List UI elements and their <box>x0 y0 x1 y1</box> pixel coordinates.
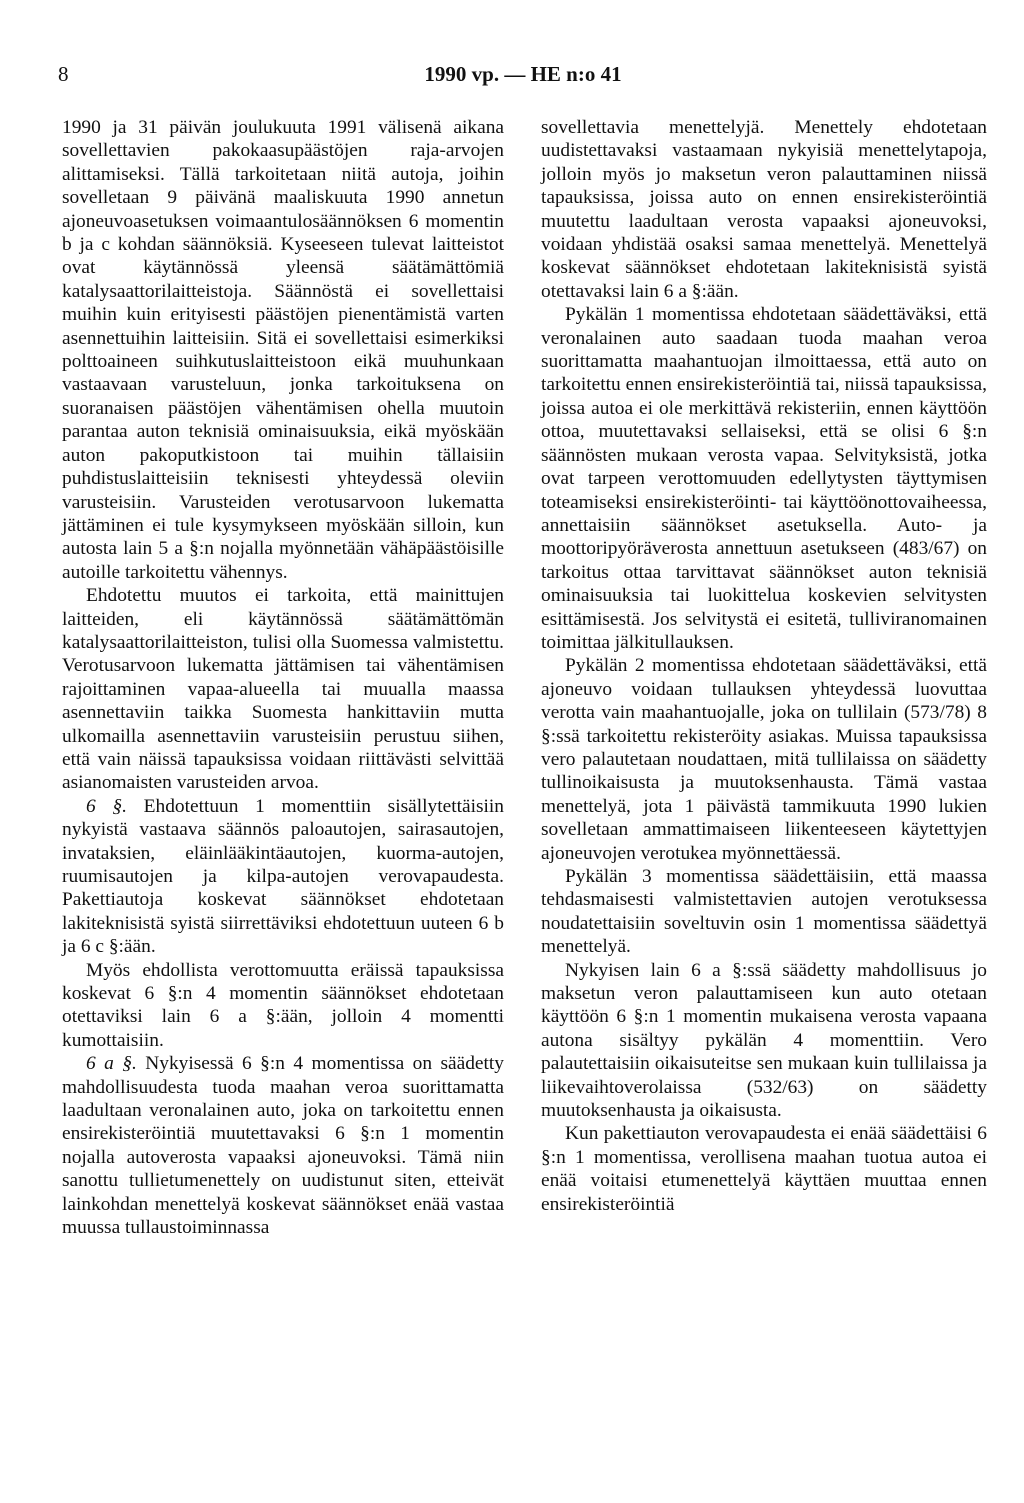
paragraph <box>62 1052 504 1239</box>
paragraph-text: sovellettavia menettelyjä. Menettely ehdotetaan uudistettavaksi vastaamaan nykyisiä menettelytapoja, jolloin myös jo maksetun veron palauttaminen niissä tapauksissa, joissa auto on ennen ensirekisteröintiä muutettu laadultaan verosta vapaaksi ajoneuvoksi, voidaan yhdistää osaksi samaa menettelyä. Menettelyä koskevat säännökset ehdotetaan lakiteknisistä syistä otettavaksi lain 6 a §:ään. <box>541 117 987 302</box>
paragraph-text: Kun pakettiauton verovapaudesta ei enää säädettäisi 6 §:n 1 momentissa, verollisena maahan tuotua autoa ei enää voitaisi etumenettelyä käyttäen muuttaa ennen ensirekisteröintiä <box>541 1123 987 1215</box>
paragraph <box>541 1122 987 1216</box>
paragraph-text: Pykälän 1 momentissa ehdotetaan säädettäväksi, että veronalainen auto saadaan tuoda maahan veroa suorittamatta maahantuojan ilmoittaessa, että auto on tarkoitettu ennen ensirekisteröintiä tai, niissä tapauksissa, joissa autoa ei ole merkittävä rekisteriin, ennen käyttöön ottoa, muutettavaksi sellaiseksi, että se olisi 6 §:n säännösten mukaan verosta vapaa. Selvityksistä, jotka ovat tarpeen verottomuuden edellytysten täyttymisen toteamiseksi ensirekisteröinti- tai käyttöönottovaiheessa, annettaisiin säännökset asetuksella. Auto- ja moottoripyöräverosta annettuun asetukseen (483/67) on tarkoitus ottaa tarvittavat säännökset auton teknisiä ominaisuuksia tai luokittelua koskevien selvitysten esittämisestä. Jos selvitystä ei esitetä, tulliviranomainen toimittaa jälkitullauksen. <box>541 304 987 653</box>
paragraph-text: Ehdotettuun 1 momenttiin sisällytettäisiin nykyistä vastaava säännös paloautojen, sairasautojen, invataksien, eläinlääkintäautojen, kuorma-autojen, ruumisautojen ja kilpa-autojen verovapaudesta. Pakettiautoja koskevat säännökset ehdotetaan lakiteknisistä syistä siirrettäviksi ehdotettuun uuteen 6 b ja 6 c §:ään. <box>62 795 504 958</box>
paragraph-text: Nykyisen lain 6 a §:ssä säädetty mahdollisuus jo maksetun veron palauttamiseen kun auto otetaan käyttöön 6 §:n 1 momentin mukaisena verosta vapaana autona sisältyy pykälän 4 momenttiin. Vero palautettaisiin oikaisuteitse sen mukaan kuin tullilaissa ja liikevaihtoverolaissa (532/63) on säädetty muutoksenhausta ja oikaisusta. <box>541 959 987 1122</box>
paragraph <box>541 303 987 654</box>
paragraph <box>541 865 987 959</box>
paragraph <box>541 959 987 1123</box>
paragraph <box>541 654 987 865</box>
page-header <box>58 62 988 92</box>
paragraph <box>62 959 504 1053</box>
paragraph-text: Pykälän 2 momentissa ehdotetaan säädettäväksi, että ajoneuvo voidaan tullauksen yhteydessä luovuttaa verotta vain maahantuojalle, joka on tullilain (573/78) 8 §:ssä tarkoitettu rekisteröity asiakas. Muissa tapauksissa vero palautetaan noudattaen, mitä tullilaissa on säädetty tullinoikaisusta ja muutoksenhausta. Tämä vastaa menettelyä, jota 1 päivästä tammikuuta 1990 lukien sovelletaan ammattimaiseen liikenteeseen käytettyjen ajoneuvojen verotukea myönnettäessä. <box>541 655 987 864</box>
paragraph <box>541 116 987 303</box>
paragraph <box>62 584 504 795</box>
paragraph-text: Pykälän 3 momentissa säädettäisiin, että maassa tehdasmaisesti valmistettavien autojen verotuksessa noudatettaisiin soveltuvin osin 1 momentissa säädettyä menettelyä. <box>541 866 987 958</box>
running-head: 1990 vp. — HE n:o 41 <box>424 62 622 86</box>
paragraph-text: Nykyisessä 6 §:n 4 momentissa on säädetty mahdollisuudesta tuoda maahan veroa suorittamatta laadultaan veronalainen auto, joka on tarkoitettu ennen ensirekisteröintiä muutettavaksi 6 §:n 1 momentin nojalla autoverosta vapaaksi ajoneuvoksi. Tämä niin sanottu tullietumenettely on uudistunut siten, etteivät lainkohdan menettelyä koskevat säännökset enää vastaa muussa tullaustoiminnassa <box>62 1053 504 1239</box>
paragraph <box>62 795 504 959</box>
paragraph-text: Ehdotettu muutos ei tarkoita, että mainittujen laitteiden, eli käytännössä säätämättömän katalysaattorilaitteiston, tulisi olla Suomessa valmistettu. Verotusarvoon lukematta jättämisen tai vähentämisen rajoittaminen vapaa-alueella tai muualla maassa asennettaviin taikka Suomesta hankittaviin mutta ulkomailla asennettaviin varusteisiin perustuu siihen, että vain näissä tapauksissa voidaan riittävästi selvittää asianomaisten varusteiden arvoa. <box>62 585 504 794</box>
left-column <box>62 116 504 1240</box>
section-label: 6 §. <box>86 795 127 817</box>
paragraph-text: 1990 ja 31 päivän joulukuuta 1991 välisenä aikana sovellettavien pakokaasupäästöjen raja-arvojen alittamiseksi. Tällä tarkoitetaan niitä autoja, joihin sovelletaan 9 päivänä maaliskuuta 1990 annetun ajoneuvoasetuksen voimaantulosäännöksen 6 momentin b ja c kohdan säännöksiä. Kyseeseen tulevat laitteistot ovat käytännössä yleensä säätämättömiä katalysaattorilaitteistoja. Säännöstä ei sovellettaisi muihin kuin erityisesti päästöjen pienentämistä varten asennettuihin laitteisiin. Sitä ei sovellettaisi esimerkiksi polttoaineen suihkutuslaitteistoon eikä muuhunkaan vastaavaan varusteluun, jonka tarkoituksena on suoranaisen päästöjen vähentämisen ohella muutoin parantaa auton teknisiä ominaisuuksia, eikä myöskään auton pakoputkistoon tai muihin tällaisiin puhdistuslaitteisiin teknisesti yhteydessä oleviin varusteisiin. Varusteiden verotusarvoon lukematta jättäminen ei tule kysymykseen myöskään silloin, kun autosta lain 5 a §:n nojalla myönnetään vähäpäästöisille autoille tarkoitettu vähennys. <box>62 117 504 583</box>
paragraph-text: Myös ehdollista verottomuutta eräissä tapauksissa koskevat 6 §:n 4 momentin säännökset ehdotetaan otettaviksi lain 6 a §:ään, jolloin 4 momentti kumottaisiin. <box>62 959 504 1051</box>
paragraph <box>62 116 504 584</box>
section-label: 6 a §. <box>86 1053 137 1075</box>
right-column <box>541 116 987 1216</box>
page-number: 8 <box>58 62 69 86</box>
